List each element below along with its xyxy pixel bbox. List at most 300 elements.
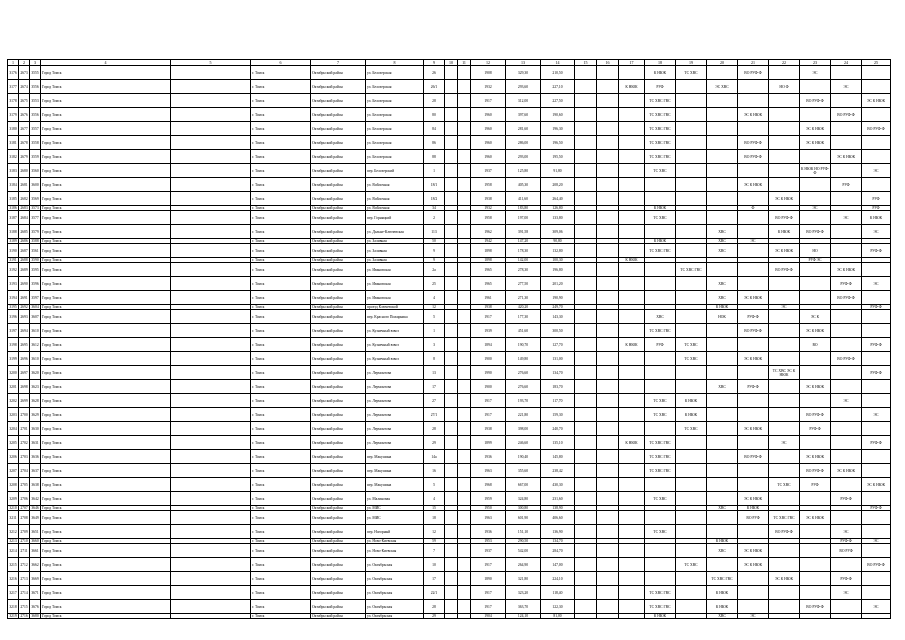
table-cell-col-20: К НЮК [707, 600, 738, 614]
table-cell-col-3: 3610 [30, 352, 41, 366]
table-cell-col-7: Октябрьский район [311, 539, 366, 544]
table-cell-col-3: 3612 [30, 338, 41, 352]
table-cell-col-14: 227,10 [541, 80, 575, 94]
table-cell-col-25: РУФ [862, 192, 891, 206]
table-cell-col-1: 3178 [8, 94, 19, 108]
table-cell-col-21 [738, 263, 769, 277]
table-cell-col-7: Октябрьский район [311, 600, 366, 614]
table-cell-col-1: 3176 [8, 66, 19, 80]
table-cell-col-8: ул. Войлочная [366, 192, 424, 206]
table-cell-col-23: РУФ [800, 478, 831, 492]
table-cell-col-2: 2703 [19, 450, 30, 464]
table-cell-col-1: 3192 [8, 263, 19, 277]
table-cell-col-24 [831, 225, 862, 239]
table-cell-col-25: РУФ-Ф [862, 244, 891, 258]
table-cell-col-6: г. Томск [251, 558, 311, 572]
table-cell-col-3: 3651 [30, 525, 41, 539]
table-cell-col-21: ЭС К НЮК [738, 352, 769, 366]
table-cell-col-2: 2715 [19, 600, 30, 614]
column-number-8: 8 [366, 60, 424, 66]
table-cell-col-6: г. Томск [251, 164, 311, 178]
table-cell-col-3: 3557 [30, 122, 41, 136]
table-cell-col-8: ул. Заливная [366, 239, 424, 244]
table-cell-col-20 [707, 263, 738, 277]
table-cell-col-15 [575, 244, 597, 258]
table-cell-col-18: ТС ХВС [645, 394, 676, 408]
table-cell-col-23 [800, 436, 831, 450]
table-cell-col-18: К НЮК [645, 66, 676, 80]
table-cell-col-23: ЭС К НЮК [800, 380, 831, 394]
table-cell-col-23 [800, 150, 831, 164]
table-cell-col-2: 2695 [19, 338, 30, 352]
table-cell-col-23 [800, 108, 831, 122]
table-cell-col-8: ул. Ивановская [366, 291, 424, 305]
column-number-22: 22 [769, 60, 800, 66]
table-cell-col-22 [769, 380, 800, 394]
table-cell-col-6: г. Томск [251, 394, 311, 408]
table-cell-col-4: Город Томск [41, 239, 171, 244]
table-cell-col-23: ЭС [800, 66, 831, 80]
table-cell-col-11 [458, 324, 471, 338]
table-cell-col-8: ул. Заливная [366, 258, 424, 263]
table-cell-col-24 [831, 136, 862, 150]
table-cell-col-5 [171, 511, 251, 525]
table-cell-col-9: 5 [424, 310, 445, 324]
table-cell-col-22 [769, 544, 800, 558]
table-cell-col-1: 3180 [8, 122, 19, 136]
table-cell-col-19 [676, 225, 707, 239]
table-cell-col-22 [769, 66, 800, 80]
table-cell-col-13: 451,60 [506, 324, 541, 338]
table-cell-col-13: 190,40 [506, 450, 541, 464]
table-cell-col-3: 3579 [30, 225, 41, 239]
table-cell-col-4: Город Томск [41, 178, 171, 192]
table-cell-col-17 [619, 136, 645, 150]
table-cell-col-17 [619, 394, 645, 408]
table-cell-col-20 [707, 366, 738, 380]
table-cell-col-3: 3588 [31, 239, 39, 243]
table-cell-col-23 [800, 394, 831, 408]
table-cell-col-1: 3202 [8, 394, 19, 408]
table-cell-col-2: 2705 [19, 478, 30, 492]
table-cell-col-17 [619, 586, 645, 600]
table-cell-col-10 [445, 558, 458, 572]
table-cell-col-22 [769, 586, 800, 600]
table-cell-col-19 [676, 80, 707, 94]
table-cell-col-8: ул. Ивановская [366, 277, 424, 291]
table-cell-col-24 [831, 244, 862, 258]
table-cell-col-8: пер. Горняцкий [366, 211, 424, 225]
table-cell-col-14: 201,20 [541, 277, 575, 291]
table-cell-col-24 [831, 164, 862, 178]
table-cell-col-7: Октябрьский район [311, 450, 366, 464]
table-cell-col-13: 391,58 [506, 225, 541, 239]
table-row [8, 108, 891, 122]
table-cell-col-3: 3671 [30, 586, 41, 600]
table-cell-col-15 [575, 324, 597, 338]
table-cell-col-9: 15 [424, 506, 445, 511]
table-cell-col-9: 28 [424, 600, 445, 614]
table-cell-col-20 [707, 136, 738, 150]
table-cell-col-10 [445, 394, 458, 408]
table-cell-col-1: 3195 [9, 305, 17, 309]
table-cell-col-14: 196,80 [541, 263, 575, 277]
table-cell-col-6: г. Томск [251, 239, 311, 244]
table-row [8, 277, 891, 291]
table-cell-col-21 [738, 211, 769, 225]
table-cell-col-8: пер. Макушина [366, 464, 424, 478]
table-cell-col-22 [769, 394, 800, 408]
table-cell-col-21 [738, 277, 769, 291]
table-cell-col-9: 18 [424, 511, 445, 525]
table-cell-col-15 [575, 211, 597, 225]
table-cell-col-18: ТС ХВС [645, 211, 676, 225]
table-cell-col-18: ТС ХВС [645, 408, 676, 422]
table-cell-col-8: ул. Белозерская [366, 80, 424, 94]
table-cell-col-23 [800, 291, 831, 305]
table-cell-col-19 [676, 178, 707, 192]
table-cell-col-3: 3556 [30, 108, 41, 122]
table-cell-col-17 [619, 310, 645, 324]
table-cell-col-10 [445, 464, 458, 478]
table-cell-col-7: Октябрьский район [311, 122, 366, 136]
table-cell-col-16 [597, 394, 619, 408]
table-cell-col-12: 1938 [471, 422, 506, 436]
table-cell-col-10 [445, 572, 458, 586]
table-cell-col-13: 397,60 [506, 108, 541, 122]
table-cell-col-19 [676, 164, 707, 178]
table-cell-col-4: Город Томск [41, 108, 171, 122]
table-cell-col-21 [738, 366, 769, 380]
table-cell-col-11 [458, 478, 471, 492]
table-cell-col-20: ХВС [707, 277, 738, 291]
table-cell-col-6: г. Томск [251, 380, 311, 394]
table-cell-col-6: г. Томск [251, 544, 311, 558]
table-cell-col-13: 293,00 [506, 150, 541, 164]
table-cell-col-13: 271,30 [506, 291, 541, 305]
table-cell-col-14: 406,60 [541, 511, 575, 525]
table-cell-col-23 [800, 492, 831, 506]
table-cell-col-22: ТС ХВС ЭС К НЮК [769, 366, 800, 380]
table-cell-col-21: ВО РУФ-Ф [738, 150, 769, 164]
table-cell-col-5 [171, 352, 251, 366]
table-cell-col-18 [645, 380, 676, 394]
table-cell-col-15 [575, 380, 597, 394]
table-cell-col-16 [597, 178, 619, 192]
table-cell-col-25: ЭС [862, 164, 891, 178]
table-cell-col-22: ЭС К НЮК [769, 244, 800, 258]
table-cell-col-16 [597, 324, 619, 338]
table-cell-col-5 [171, 291, 251, 305]
table-cell-col-10 [445, 310, 458, 324]
table-cell-col-19 [676, 211, 707, 225]
table-cell-col-3: 3623 [30, 380, 41, 394]
table-row [8, 164, 891, 178]
table-cell-col-18 [645, 366, 676, 380]
table-cell-col-20 [707, 394, 738, 408]
table-cell-col-7: Октябрьский район [311, 380, 366, 394]
table-cell-col-20: ХВС [707, 380, 738, 394]
table-row [8, 572, 891, 586]
table-cell-col-17: К НЮК [619, 80, 645, 94]
table-cell-col-4: Город Томск [41, 539, 171, 544]
column-number-3: 3 [30, 60, 41, 66]
table-cell-col-5 [171, 586, 251, 600]
table-cell-col-12: 1961 [471, 291, 506, 305]
table-cell-col-23 [800, 80, 831, 94]
table-cell-col-1: 3183 [8, 164, 19, 178]
table-cell-col-8: ул. Войлочная [366, 206, 424, 211]
table-cell-col-21: РУФ-Ф [738, 310, 769, 324]
table-cell-col-14: 208,20 [541, 178, 575, 192]
table-cell-col-12: 1917 [471, 408, 506, 422]
table-cell-col-2: 2698 [19, 380, 30, 394]
table-cell-col-25 [862, 464, 891, 478]
table-cell-col-23: ЭС К НЮК [800, 324, 831, 338]
table-cell-col-5 [171, 324, 251, 338]
table-cell-col-3: 3560 [30, 164, 41, 178]
table-cell-col-21: ЭС [738, 614, 769, 619]
table-cell-col-12: 1942 [471, 239, 506, 244]
table-cell-col-9: 28 [424, 422, 445, 436]
table-cell-col-5 [171, 263, 251, 277]
table-row [8, 94, 891, 108]
table-cell-col-22 [769, 291, 800, 305]
table-cell-col-2: 2700 [19, 408, 30, 422]
table-cell-col-13: 221,80 [506, 408, 541, 422]
table-cell-col-12: 1968 [471, 478, 506, 492]
table-cell-col-9: 84 [424, 122, 445, 136]
table-cell-col-6: г. Томск [251, 614, 311, 619]
table-cell-col-23: ВО РУФ-Ф [800, 600, 831, 614]
table-cell-col-22 [769, 122, 800, 136]
table-cell-col-18 [645, 544, 676, 558]
table-cell-col-2: 2691 [19, 291, 30, 305]
table-cell-col-6: г. Томск [251, 408, 311, 422]
table-cell-col-15 [575, 394, 597, 408]
table-cell-col-14: 100,30 [541, 258, 575, 263]
table-cell-col-23 [800, 277, 831, 291]
table-cell-col-2: 2683 [20, 206, 28, 210]
table-cell-col-8: пер. Красного Пожарника [366, 310, 424, 324]
table-cell-col-2: 2682 [19, 192, 30, 206]
table-cell-col-13: 286,00 [506, 136, 541, 150]
table-cell-col-11 [458, 436, 471, 450]
table-cell-col-13: 355,60 [506, 464, 541, 478]
table-cell-col-4: Город Томск [41, 614, 171, 619]
table-cell-col-4: Город Томск [41, 572, 171, 586]
table-cell-col-11 [458, 225, 471, 239]
table-cell-col-24: РУФ-Ф [831, 572, 862, 586]
table-cell-col-6: г. Томск [251, 66, 311, 80]
table-row [8, 366, 891, 380]
table-cell-col-2: 2674 [19, 80, 30, 94]
table-cell-col-5 [171, 150, 251, 164]
table-cell-col-21: ВО РУФ [738, 511, 769, 525]
table-cell-col-14: 231,60 [541, 492, 575, 506]
table-cell-col-17 [619, 122, 645, 136]
table-cell-col-13: 312,00 [506, 94, 541, 108]
table-cell-col-16 [597, 366, 619, 380]
table-cell-col-20 [707, 422, 738, 436]
table-cell-col-11 [458, 572, 471, 586]
table-cell-col-4: Город Томск [41, 136, 171, 150]
table-cell-col-20 [707, 211, 738, 225]
column-number-9: 9 [424, 60, 445, 66]
table-cell-col-2: 2706 [19, 492, 30, 506]
table-cell-col-9: 113 [424, 225, 445, 239]
table-cell-col-17 [619, 277, 645, 291]
table-cell-col-12: 1900 [471, 352, 506, 366]
table-cell-col-3: 3607 [30, 310, 41, 324]
table-cell-col-17 [619, 572, 645, 586]
table-cell-col-21: ЭС К НЮК [738, 291, 769, 305]
table-cell-col-21: ВО РУФ-Ф [738, 450, 769, 464]
table-cell-col-16 [597, 291, 619, 305]
table-cell-col-21 [738, 436, 769, 450]
table-cell-col-14: 195,50 [541, 150, 575, 164]
table-cell-col-20 [707, 492, 738, 506]
table-cell-col-22 [769, 492, 800, 506]
table-cell-col-23: ВО РУФ-Ф [800, 225, 831, 239]
table-cell-col-17 [619, 544, 645, 558]
table-cell-col-25 [862, 324, 891, 338]
table-cell-col-15 [575, 277, 597, 291]
table-cell-col-24: ВО РУФ-Ф [831, 291, 862, 305]
table-row [8, 394, 891, 408]
table-cell-col-21 [738, 572, 769, 586]
table-cell-col-24: РУФ-Ф [831, 277, 862, 291]
table-cell-col-15 [575, 225, 597, 239]
table-cell-col-13: 323,20 [506, 586, 541, 600]
table-cell-col-16 [597, 164, 619, 178]
table-cell-col-17: К НЮК [619, 338, 645, 352]
table-cell-col-6: г. Томск [251, 291, 311, 305]
table-cell-col-3: 3620 [30, 366, 41, 380]
table-cell-col-1: 3179 [8, 108, 19, 122]
table-cell-col-22 [769, 136, 800, 150]
table-cell-col-16 [597, 66, 619, 80]
table-cell-col-23: К НЮК НО РУФ-Ф [800, 164, 831, 178]
table-cell-col-3: 3630 [30, 422, 41, 436]
table-cell-col-16 [597, 263, 619, 277]
table-cell-col-2: 2673 [19, 66, 30, 80]
table-cell-col-17 [619, 478, 645, 492]
table-cell-col-19 [676, 464, 707, 478]
table-cell-col-16 [597, 558, 619, 572]
table-cell-col-1: 3194 [8, 291, 19, 305]
table-cell-col-12: 1960 [471, 108, 506, 122]
table-cell-col-9: 12 [424, 305, 445, 310]
table-cell-col-21: ЭС [738, 239, 769, 244]
table-cell-col-25: ЭС [862, 539, 891, 544]
table-cell-col-1: 3204 [8, 422, 19, 436]
table-cell-col-11 [458, 511, 471, 525]
table-cell-col-16 [597, 108, 619, 122]
table-cell-col-22 [769, 164, 800, 178]
table-cell-col-14: 240,70 [541, 422, 575, 436]
table-cell-col-7: Октябрьский район [311, 586, 366, 600]
table-cell-col-16 [597, 450, 619, 464]
table-cell-col-1: 3200 [8, 366, 19, 380]
table-cell-col-5 [171, 66, 251, 80]
table-cell-col-21 [738, 464, 769, 478]
table-cell-col-6: г. Томск [251, 338, 311, 352]
table-cell-col-7: Октябрьский район [311, 558, 366, 572]
table-cell-col-1: 3185 [8, 192, 19, 206]
table-cell-col-12: 1936 [471, 525, 506, 539]
table-cell-col-4: Город Томск [41, 464, 171, 478]
table-cell-col-7: Октябрьский район [311, 525, 366, 539]
table-cell-col-10 [445, 478, 458, 492]
table-cell-col-22 [769, 558, 800, 572]
table-cell-col-13: 147,20 [506, 239, 541, 244]
table-cell-col-13: 276,60 [506, 380, 541, 394]
table-cell-col-7: Октябрьский район [311, 511, 366, 525]
table-cell-col-24 [831, 614, 862, 619]
column-number-15: 15 [575, 60, 597, 66]
table-cell-col-9: 9 [424, 244, 445, 258]
table-cell-col-23 [800, 211, 831, 225]
table-cell-col-20 [707, 338, 738, 352]
table-cell-col-4: Город Томск [41, 380, 171, 394]
table-cell-col-4: Город Томск [41, 586, 171, 600]
table-cell-col-7: Октябрьский район [311, 258, 366, 263]
table-cell-col-6: г. Томск [251, 464, 311, 478]
table-cell-col-7: Октябрьский район [311, 206, 366, 211]
table-row [8, 244, 891, 258]
table-cell-col-7: Октябрьский район [311, 263, 366, 277]
table-row [8, 150, 891, 164]
table-cell-col-1: 3218 [8, 600, 19, 614]
table-cell-col-3: 3637 [30, 464, 41, 478]
table-cell-col-25 [862, 492, 891, 506]
table-cell-col-22: ЭС [769, 305, 800, 310]
table-cell-col-13: 321,80 [506, 572, 541, 586]
table-cell-col-25 [862, 263, 891, 277]
table-cell-col-9: 80 [424, 108, 445, 122]
table-cell-col-17 [619, 464, 645, 478]
table-cell-col-16 [597, 478, 619, 492]
table-cell-col-1: 3184 [8, 178, 19, 192]
table-cell-col-13: 264,90 [506, 558, 541, 572]
table-cell-col-8: ул. Лермонтова [366, 394, 424, 408]
table-cell-col-17 [619, 244, 645, 258]
table-cell-col-18 [645, 277, 676, 291]
table-cell-col-10 [445, 525, 458, 539]
table-cell-col-15 [575, 310, 597, 324]
table-cell-col-23 [800, 614, 831, 619]
table-cell-col-4: Город Томск [41, 94, 171, 108]
table-cell-col-9: 59 [424, 539, 445, 544]
table-cell-col-7: Октябрьский район [311, 352, 366, 366]
table-cell-col-21 [738, 394, 769, 408]
table-cell-col-7: Октябрьский район [311, 192, 366, 206]
table-cell-col-3: 3596 [30, 277, 41, 291]
table-cell-col-1: 3196 [8, 310, 19, 324]
table-cell-col-13: 542,00 [506, 544, 541, 558]
table-cell-col-10 [445, 211, 458, 225]
table-cell-col-17 [619, 324, 645, 338]
table-cell-col-8: ул. Октябрьская [366, 586, 424, 600]
table-cell-col-6: г. Томск [251, 305, 311, 310]
table-cell-col-13: 300,80 [506, 506, 541, 511]
table-cell-col-22: ВО РУФ-Ф [769, 263, 800, 277]
table-cell-col-4: Город Томск [41, 305, 171, 310]
table-cell-col-21 [738, 525, 769, 539]
table-cell-col-17 [619, 263, 645, 277]
table-cell-col-11 [458, 178, 471, 192]
